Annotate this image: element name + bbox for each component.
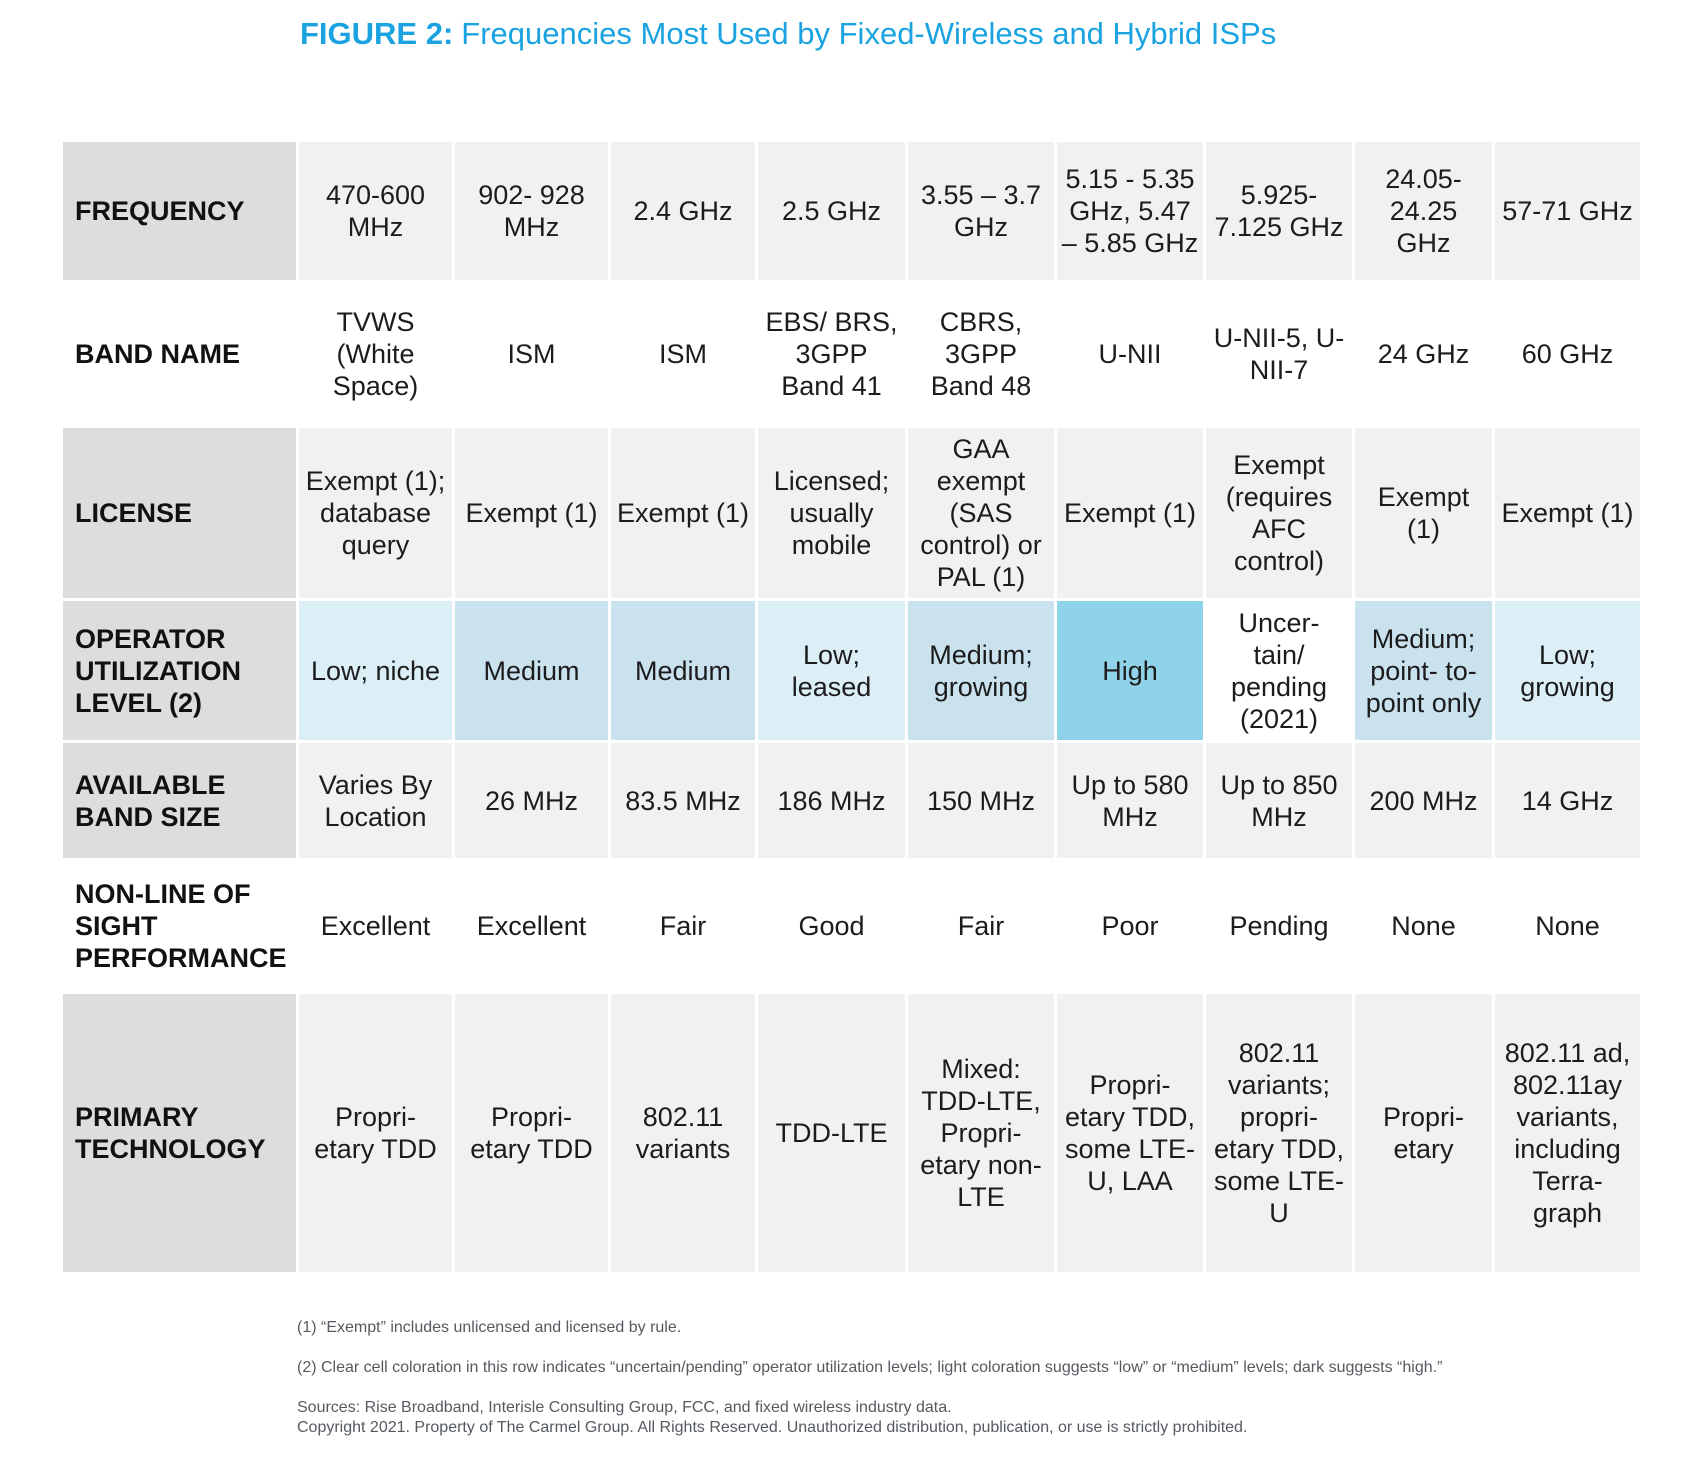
table-cell: Propri- etary (1354, 993, 1494, 1274)
table-row (62, 993, 1642, 1274)
table-cell: Propri- etary TDD (454, 993, 610, 1274)
table-cell: None (1494, 860, 1642, 993)
table-cell: TDD-LTE (757, 993, 907, 1274)
row-header: BAND NAME (62, 282, 298, 427)
table-cell: 24.05- 24.25 GHz (1354, 141, 1494, 282)
table-cell: High (1056, 600, 1205, 742)
table-cell: Exempt (1) (1494, 427, 1642, 600)
table-cell: Propri- etary TDD, some LTE-U, LAA (1056, 993, 1205, 1274)
row-header: FREQUENCY (62, 141, 298, 282)
table-cell: EBS/ BRS, 3GPP Band 41 (757, 282, 907, 427)
table-cell: Low; leased (757, 600, 907, 742)
table-cell: 2.4 GHz (610, 141, 757, 282)
table-row (62, 600, 1642, 742)
figure-title (300, 14, 1276, 54)
row-header: LICENSE (62, 427, 298, 600)
table-cell: 26 MHz (454, 742, 610, 860)
copyright-note: Copyright 2021. Property of The Carmel Group. All Rights Reserved. Unauthorized distribution, publication, or use is strictly prohibited. (297, 1419, 1248, 1436)
table-cell: 470-600 MHz (298, 141, 454, 282)
table-cell: Medium; growing (907, 600, 1056, 742)
table-cell: Good (757, 860, 907, 993)
table-cell: Exempt (requires AFC control) (1205, 427, 1354, 600)
table-cell: Low; niche (298, 600, 454, 742)
table-cell: U-NII (1056, 282, 1205, 427)
table-row (62, 427, 1642, 600)
table-cell: Exempt (1); database query (298, 427, 454, 600)
figure-label: FIGURE 2: (300, 16, 454, 51)
table-cell: Low; growing (1494, 600, 1642, 742)
table-cell: Excellent (298, 860, 454, 993)
table-row (62, 860, 1642, 993)
table-cell: Propri- etary TDD (298, 993, 454, 1274)
table-cell: Uncer- tain/ pending (2021) (1205, 600, 1354, 742)
table-cell: 57-71 GHz (1494, 141, 1642, 282)
table-cell: 2.5 GHz (757, 141, 907, 282)
row-header: AVAILABLE BAND SIZE (62, 742, 298, 860)
table-cell: 150 MHz (907, 742, 1056, 860)
row-header: NON-LINE OF SIGHT PERFORMANCE (62, 860, 298, 993)
table-cell: 60 GHz (1494, 282, 1642, 427)
table-cell: 3.55 – 3.7 GHz (907, 141, 1056, 282)
table-cell: Poor (1056, 860, 1205, 993)
figure-title-text: Frequencies Most Used by Fixed-Wireless and Hybrid ISPs (461, 16, 1277, 51)
table-cell: Excellent (454, 860, 610, 993)
table-cell: U-NII-5, U-NII-7 (1205, 282, 1354, 427)
table-row (62, 141, 1642, 282)
table-cell: ISM (454, 282, 610, 427)
table-cell: Up to 850 MHz (1205, 742, 1354, 860)
table-cell: TVWS (White Space) (298, 282, 454, 427)
table-cell: Fair (610, 860, 757, 993)
table-cell: Exempt (1) (610, 427, 757, 600)
sources-note: Sources: Rise Broadband, Interisle Consulting Group, FCC, and fixed wireless industry data. (297, 1399, 952, 1416)
table-cell: CBRS, 3GPP Band 48 (907, 282, 1056, 427)
table-cell: 14 GHz (1494, 742, 1642, 860)
table-cell: GAA exempt (SAS control) or PAL (1) (907, 427, 1056, 600)
table-cell: Exempt (1) (454, 427, 610, 600)
table-cell: Exempt (1) (1354, 427, 1494, 600)
footnotes (297, 1318, 1657, 1438)
table-cell: 5.925- 7.125 GHz (1205, 141, 1354, 282)
table-body (62, 141, 1642, 1274)
table-cell: Mixed: TDD-LTE, Propri- etary non-LTE (907, 993, 1056, 1274)
table-cell: ISM (610, 282, 757, 427)
table-cell: 5.15 - 5.35 GHz, 5.47 – 5.85 GHz (1056, 141, 1205, 282)
table-row (62, 742, 1642, 860)
footnote-2: (2) Clear cell coloration in this row indicates “uncertain/pending” operator utilization levels; light coloration suggests “low” or “medium” levels; dark suggests “high.” (297, 1359, 1443, 1376)
frequency-table (60, 139, 1643, 1275)
table-cell: Up to 580 MHz (1056, 742, 1205, 860)
table-cell: 24 GHz (1354, 282, 1494, 427)
table-cell: Medium; point- to-point only (1354, 600, 1494, 742)
table-cell: Pending (1205, 860, 1354, 993)
table-cell: 802.11 ad, 802.11ay variants, including Terra- graph (1494, 993, 1642, 1274)
table-cell: Licensed; usually mobile (757, 427, 907, 600)
table-cell: None (1354, 860, 1494, 993)
footnote-1: (1) “Exempt” includes unlicensed and licensed by rule. (297, 1319, 682, 1336)
table-cell: Medium (610, 600, 757, 742)
table-cell: 186 MHz (757, 742, 907, 860)
table-cell: 902- 928 MHz (454, 141, 610, 282)
frequency-table-container (60, 139, 1640, 1275)
row-header: PRIMARY TECHNOLOGY (62, 993, 298, 1274)
table-cell: 802.11 variants; propri- etary TDD, some LTE-U (1205, 993, 1354, 1274)
table-cell: 200 MHz (1354, 742, 1494, 860)
table-cell: 83.5 MHz (610, 742, 757, 860)
table-cell: Varies By Location (298, 742, 454, 860)
table-cell: Fair (907, 860, 1056, 993)
table-cell: Exempt (1) (1056, 427, 1205, 600)
table-cell: 802.11 variants (610, 993, 757, 1274)
table-row (62, 282, 1642, 427)
row-header: OPERATOR UTILIZATION LEVEL (2) (62, 600, 298, 742)
table-cell: Medium (454, 600, 610, 742)
